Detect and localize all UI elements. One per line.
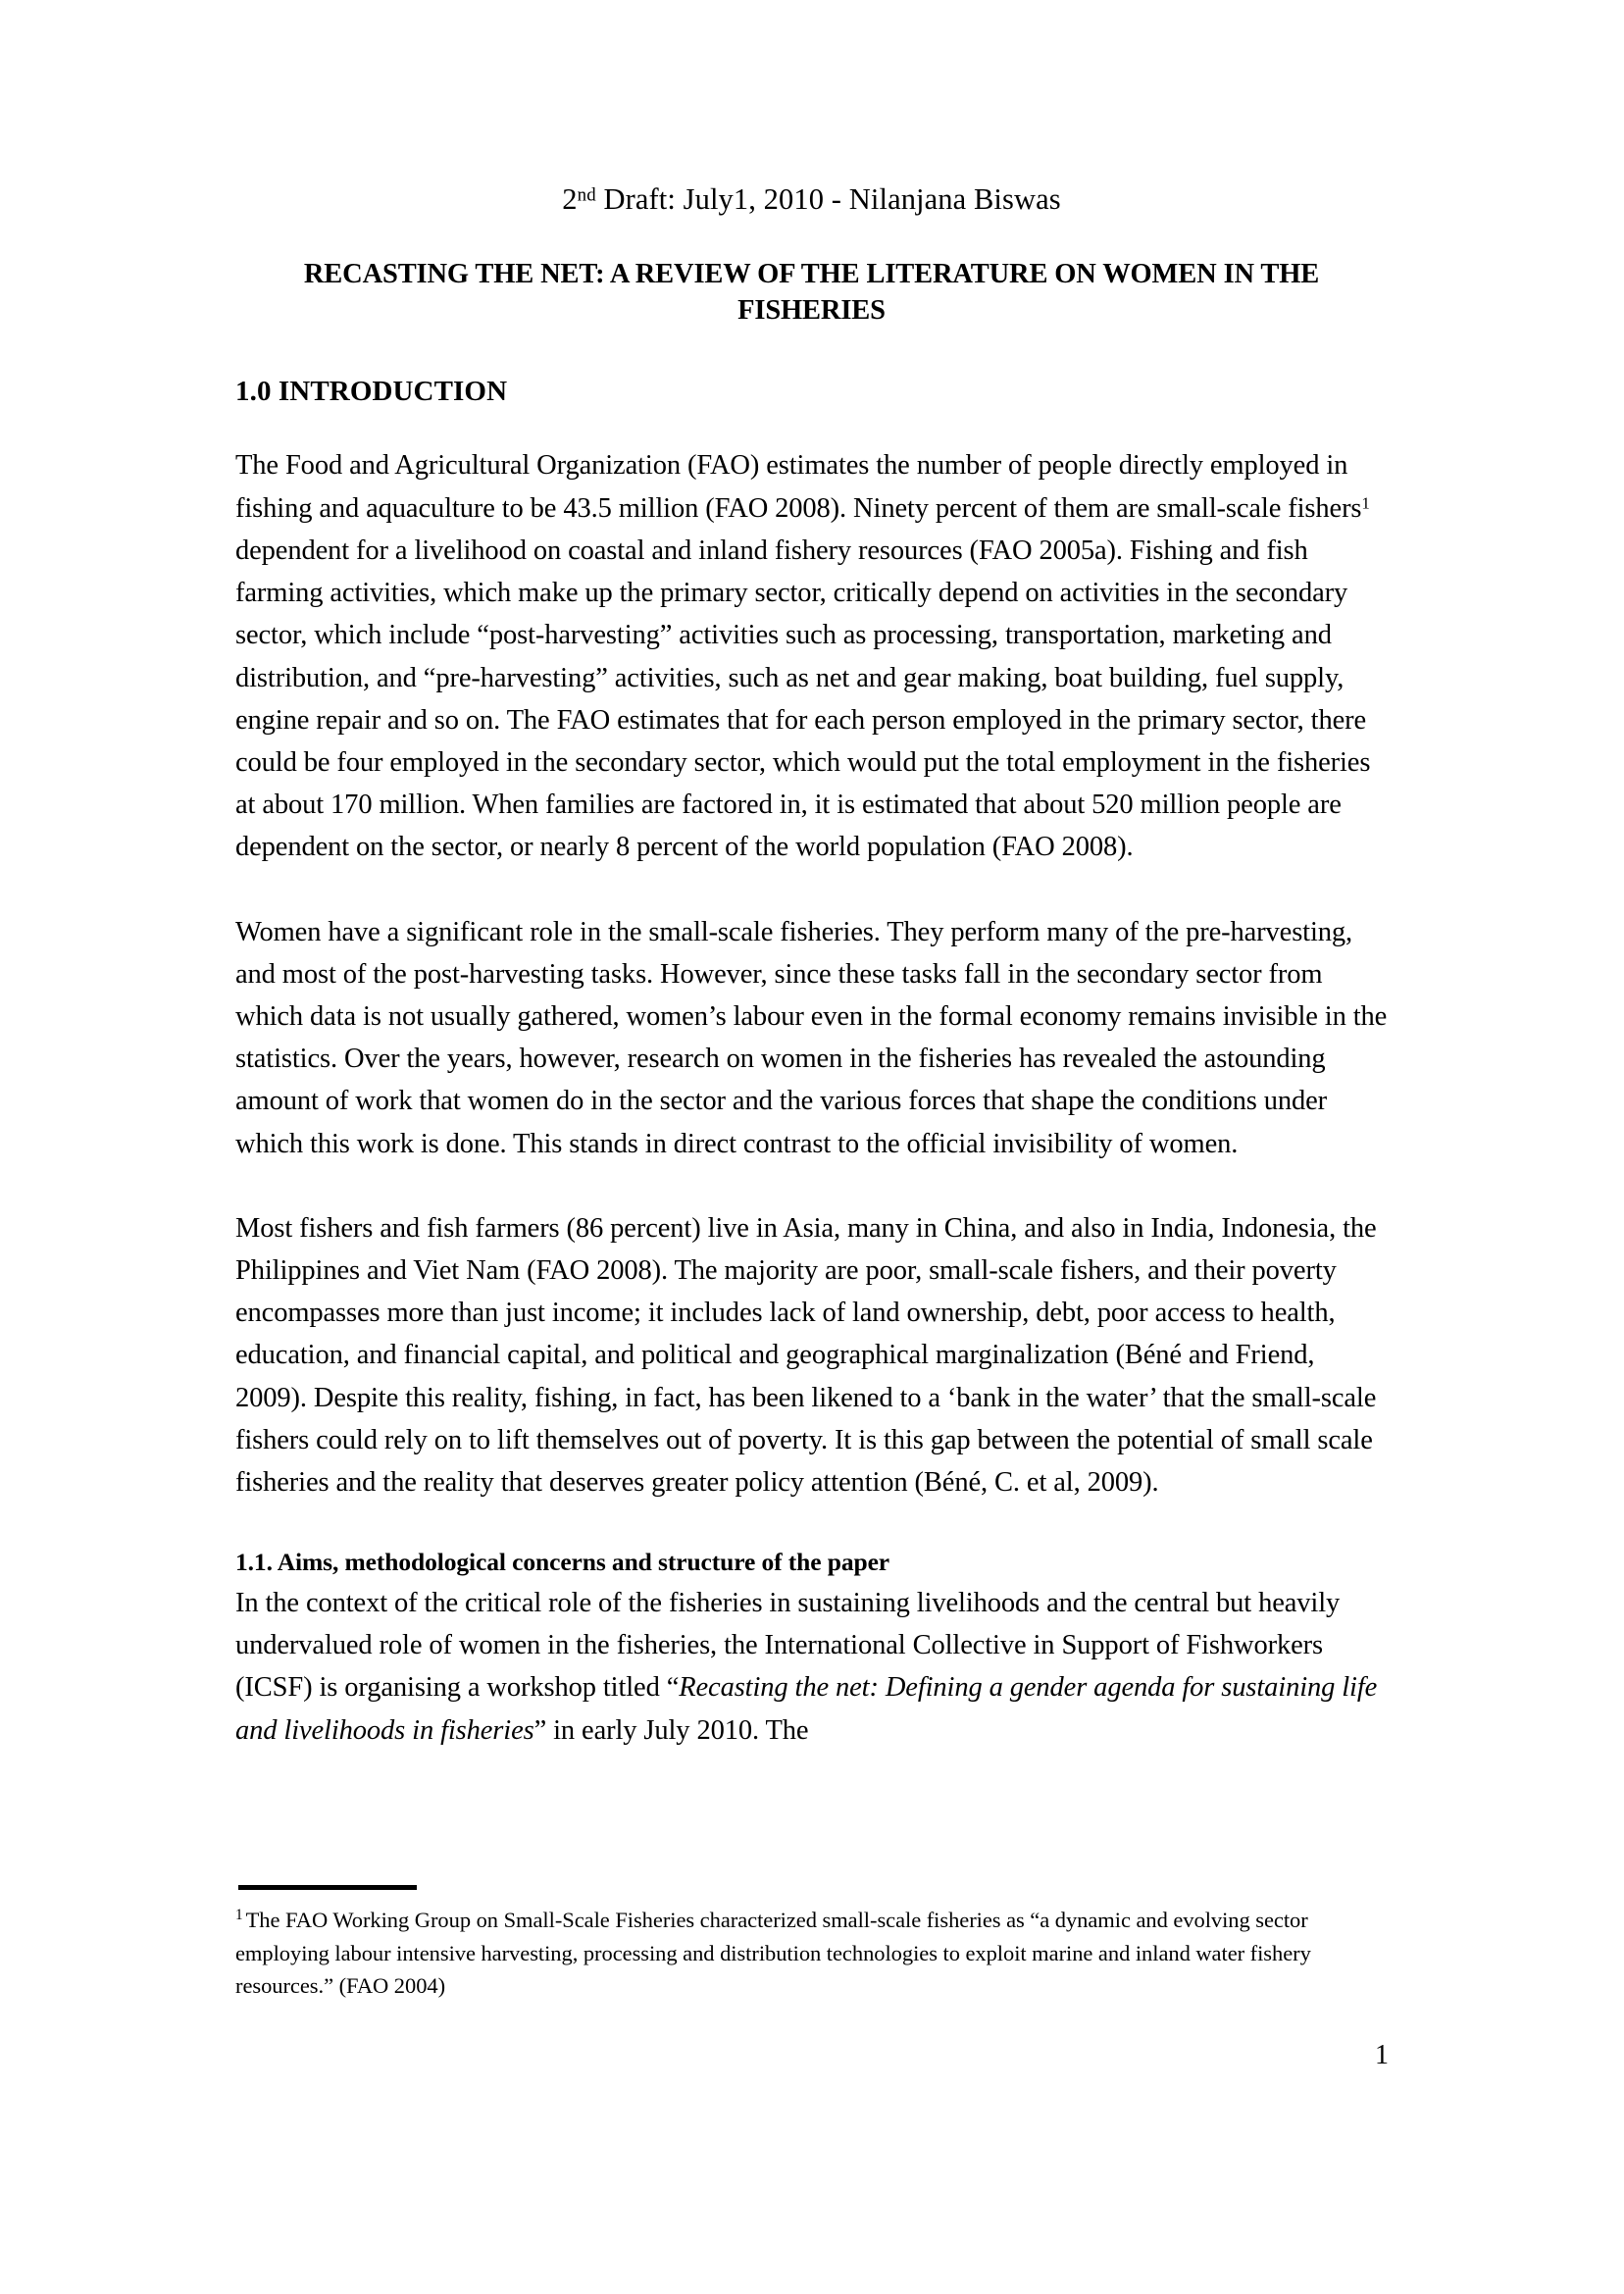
draft-header	[235, 184, 1388, 215]
footnote-separator-rule	[238, 1885, 417, 1890]
page-title-line-1: RECASTING THE NET: A REVIEW OF THE LITERATURE ON WOMEN IN THE	[303, 258, 1320, 289]
paragraph-4-text-a: In the context of the critical role of the fisheries in sustaining livelihoods and the central but heavily undervalued role of women in the fisheries, the International Collective in Support of Fishworkers (ICSF) is organising a workshop titled “	[235, 1588, 1341, 1704]
draft-header-ordinal: nd	[577, 184, 596, 206]
footnote-body-text: The FAO Working Group on Small-Scale Fisheries characterized small-scale fisheries as “a dynamic and evolving sector employing labour intensive harvesting, processing and distribution technologies to exploit marine and inland water fishery resources.” (FAO 2004)	[235, 1908, 1311, 1998]
footnote-reference-1[interactable]: 1	[1361, 493, 1370, 513]
paragraph-1-text-a: The Food and Agricultural Organization (FAO) estimates the number of people directly employed in fishing and aquaculture to be 43.5 million (FAO 2008). Ninety percent of them are small-scale fishers	[235, 450, 1362, 524]
paragraph-4-text-b: ” in early July 2010. The	[533, 1714, 809, 1746]
footnote-number: 1	[235, 1907, 243, 1924]
workshop-title-italic: Recasting the net: Defining a gender agenda for sustaining life and livelihoods in fisheries	[235, 1672, 1378, 1746]
page-title-line-2: FISHERIES	[737, 294, 886, 326]
draft-header-prefix: 2	[562, 182, 578, 216]
footnote-1	[235, 1904, 1388, 2003]
paragraph-1-text-b: dependent for a livelihood on coastal and inland fishery resources (FAO 2005a). Fishing and fish farming activities, which make up the primary sector, critically depend on activities in the secondary sector, which include “post-harvesting” activities such as processing, transportation, marketing and distribution, and “pre-harvesting” activities, such as net and gear making, boat building, fuel supply, engine repair and so on. The FAO estimates that for each person employed in the primary sector, there could be four employed in the secondary sector, which would put the total employment in the fisheries at about 170 million. When families are factored in, it is estimated that about 520 million people are dependent on the sector, or nearly 8 percent of the world population (FAO 2008).	[235, 535, 1371, 863]
paragraph-icsf-workshop	[235, 1582, 1388, 1752]
footnote-area	[235, 1885, 1388, 2003]
page-number: 1	[1375, 2040, 1389, 2070]
subsection-heading-aims-methodology: 1.1. Aims, methodological concerns and structure of the paper	[235, 1548, 890, 1577]
paragraph-fishers-poverty-asia: Most fishers and fish farmers (86 percent) live in Asia, many in China, and also in India, Indonesia, the Philippines and Viet Nam (FAO 2008). The majority are poor, small-scale fishers, and their poverty encompasses more than just income; it includes lack of land ownership, debt, poor access to health, education, and financial capital, and political and geographical marginalization (Béné and Friend, 2009). Despite this reality, fishing, in fact, has been likened to a ‘bank in the water’ that the small-scale fishers could rely on to lift themselves out of poverty. It is this gap between the potential of small scale fisheries and the reality that deserves greater policy attention (Béné, C. et al, 2009).	[235, 1212, 1377, 1498]
paragraph-women-role-fisheries: Women have a significant role in the small-scale fisheries. They perform many of the pre-harvesting, and most of the post-harvesting tasks. However, since these tasks fall in the secondary sector from which data is not usually gathered, women’s labour even in the formal economy remains invisible in the statistics. Over the years, however, research on women in the fisheries has revealed the astounding amount of work that women do in the sector and the various forces that shape the conditions under which this work is done. This stands in direct contrast to the official invisibility of women.	[235, 916, 1388, 1159]
page-title	[235, 256, 1388, 329]
page-content-column	[235, 0, 1388, 1752]
section-heading-introduction: 1.0 INTRODUCTION	[235, 375, 508, 407]
draft-header-rest: Draft: July1, 2010 - Nilanjana Biswas	[595, 182, 1061, 216]
paragraph-fao-employment-estimates	[235, 444, 1388, 868]
